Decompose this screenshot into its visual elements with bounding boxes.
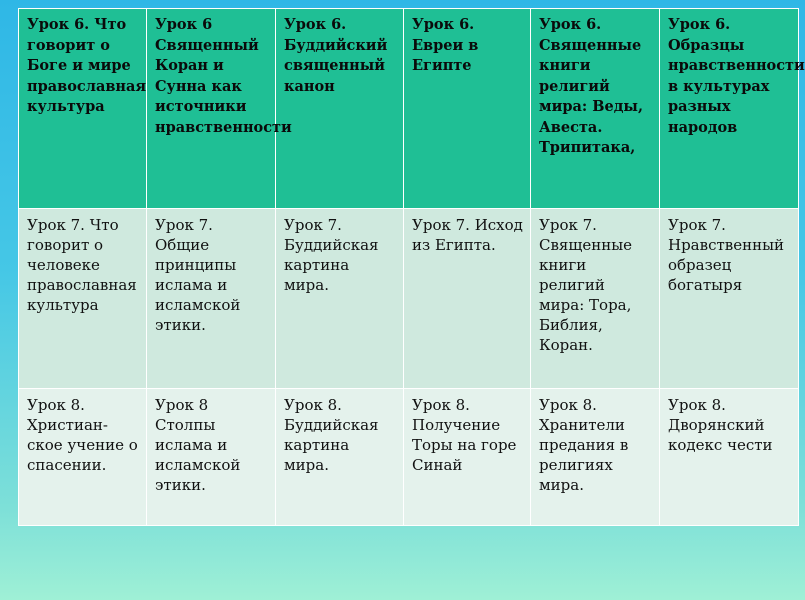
table-cell: Урок 7. Что говорит о человеке православная культура [19, 209, 147, 389]
table-row-lesson-6 [19, 9, 799, 209]
table-cell: Урок 8 Столпы ислама и исламской этики. [147, 389, 276, 526]
table-cell: Урок 6. Образцы нравственности в культурах разных народов [660, 9, 799, 209]
table-cell: Урок 6. Священные книги религий мира: Веды, Авеста. Трипитака, [531, 9, 660, 209]
table-cell: Урок 8. Дворянский кодекс чести [660, 389, 799, 526]
table-cell: Урок 7. Исход из Египта. [404, 209, 531, 389]
table-cell: Урок 6. Буддийский священный канон [276, 9, 404, 209]
table-row-lesson-8 [19, 389, 799, 526]
lessons-table [18, 8, 805, 526]
table-cell: Урок 6. Что говорит о Боге и мире православная культура [19, 9, 147, 209]
table-cell: Урок 8. Христиан-ское учение о спасении. [19, 389, 147, 526]
table-row-lesson-7 [19, 209, 799, 389]
table-cell: Урок 8. Хранители предания в религиях мира. [531, 389, 660, 526]
table-cell: Урок 8. Буддийская картина мира. [276, 389, 404, 526]
table-cell: Урок 7. Общие принципы ислама и исламской этики. [147, 209, 276, 389]
table-cell: Урок 6. Евреи в Египте [404, 9, 531, 209]
table-cell: Урок 6 Священный Коран и Сунна как источники нравственности [147, 9, 276, 209]
table-cell: Урок 7. Священные книги религий мира: Тора, Библия, Коран. [531, 209, 660, 389]
table-cell: Урок 7. Нравственный образец богатыря [660, 209, 799, 389]
table-cell: Урок 8. Получение Торы на горе Синай [404, 389, 531, 526]
table-cell: Урок 7. Буддийская картина мира. [276, 209, 404, 389]
